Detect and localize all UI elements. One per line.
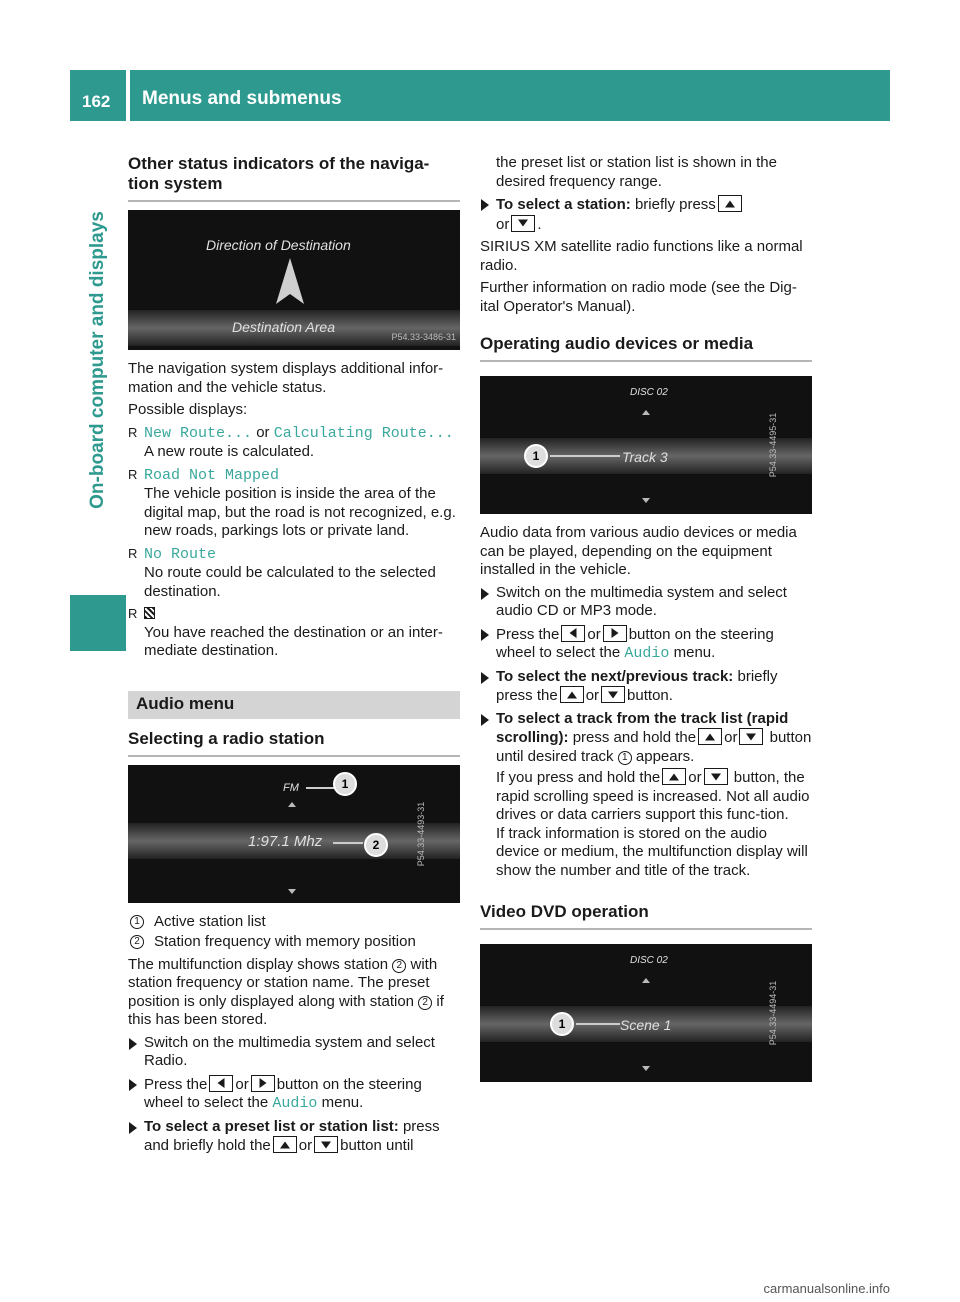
nav-display-line2: Destination Area — [232, 319, 335, 335]
display-item: R New Route... or Calculating Route... A new route is calculated. — [128, 423, 454, 460]
right-column — [480, 154, 812, 1082]
further-info-paragraph: Further information on radio mode (see the Dig-ital Operator's Manual). — [480, 279, 797, 315]
instruction-step: Press the or button on the steering wheel to select the Audio menu. — [128, 1075, 460, 1114]
scroll-down-icon — [288, 889, 296, 894]
disc-label: DISC 02 — [630, 955, 668, 966]
display-item: R No Route No route could be calculated to the selected destination. — [128, 545, 436, 600]
image-code: P54.33-4495-31 — [768, 412, 779, 478]
down-button-icon — [739, 728, 763, 745]
display-item: R You have reached the destination or an inter-mediate destination. — [128, 606, 443, 659]
down-button-icon — [704, 768, 728, 785]
instruction-step: To select the next/previous track: briefly press the or button. — [480, 668, 812, 706]
instruction-step: To select a track from the track list (rapid scrolling): press and hold the or button until desired track 1 appears. If you press and hold the or button, the rapid scrolling speed is increased. Not all audio drives or data carriers support this func-tion. If track information is stored on the audio device or medium, the multifunction display will show the number and title of the track. — [480, 710, 812, 881]
section-heading-audio: Operating audio devices or media — [480, 334, 812, 362]
intro-text: The navigation system displays additional infor-mation and the vehicle status. — [128, 360, 444, 396]
down-button-icon — [511, 215, 535, 232]
destination-flag-icon — [144, 607, 155, 619]
audio-menu-banner: Audio menu — [128, 691, 460, 719]
callout-1: 1 — [333, 772, 357, 796]
instruction-step: Switch on the multimedia system and select audio CD or MP3 mode. — [480, 584, 812, 621]
header-divider — [126, 70, 130, 121]
left-button-icon — [561, 625, 585, 642]
scroll-up-icon — [642, 978, 650, 983]
instruction-step: Press the or button on the steering wheel to select the Audio menu. — [480, 625, 812, 664]
radio-display-image — [128, 765, 460, 903]
scroll-up-icon — [642, 410, 650, 415]
disc-label: DISC 02 — [630, 387, 668, 398]
instruction-step: Switch on the multimedia system and select Radio. — [128, 1034, 460, 1071]
nav-display-image — [128, 210, 460, 350]
continued-text: the preset list or station list is shown in the desired frequency range. — [496, 154, 777, 190]
up-button-icon — [662, 768, 686, 785]
chapter-tab — [70, 125, 126, 595]
section-heading-radio: Selecting a radio station — [128, 729, 460, 757]
up-button-icon — [560, 686, 584, 703]
possible-displays-label: Possible displays: — [128, 401, 248, 418]
image-code: P54.33-3486-31 — [391, 331, 456, 342]
image-code: P54.33-4493-31 — [416, 801, 427, 866]
down-button-icon — [314, 1136, 338, 1153]
audio-paragraph: Audio data from various audio devices or media can be played, depending on the equipment installed in the vehicle. — [480, 524, 797, 578]
sirius-paragraph: SIRIUS XM satellite radio functions like a normal radio. — [480, 238, 803, 274]
legend-item: 2 Station frequency with memory position — [128, 933, 460, 952]
callout-1: 1 — [550, 1012, 574, 1036]
scroll-up-icon — [288, 802, 296, 807]
audio-display-image — [480, 376, 812, 514]
instruction-step: To select a preset list or station list: press and briefly hold the or button until — [128, 1118, 460, 1156]
direction-arrow-icon — [276, 258, 304, 304]
scroll-down-icon — [642, 498, 650, 503]
right-button-icon — [603, 625, 627, 642]
nav-display-line1: Direction of Destination — [206, 237, 351, 253]
section-heading-video: Video DVD operation — [480, 902, 812, 930]
callout-2: 2 — [364, 833, 388, 857]
instruction-step: To select a station: briefly press or . — [480, 195, 812, 234]
up-button-icon — [718, 195, 742, 212]
left-button-icon — [209, 1075, 233, 1092]
callout-1: 1 — [524, 444, 548, 468]
display-item: R Road Not Mapped The vehicle position is inside the area of the digital map, but the road is not recognized, e.g. new roads, parkings lots or private land. — [128, 466, 456, 539]
section-heading-status: Other status indicators of the naviga-tion system — [128, 154, 460, 202]
scroll-down-icon — [642, 1066, 650, 1071]
image-code: P54.33-4494-31 — [768, 980, 779, 1046]
chapter-marker — [70, 595, 126, 651]
up-button-icon — [698, 728, 722, 745]
page-number: 162 — [82, 92, 111, 111]
station-paragraph: The multifunction display shows station 2 with station frequency or station name. The preset position is only displayed along with station 2 if this has been stored. — [128, 955, 444, 1028]
right-button-icon — [251, 1075, 275, 1092]
up-button-icon — [273, 1136, 297, 1153]
radio-frequency-label: 1:97.1 Mhz — [248, 832, 323, 850]
scene-label: Scene 1 — [620, 1017, 672, 1033]
radio-band-label: FM — [283, 781, 299, 794]
chapter-label: On-board computer and displays — [86, 211, 108, 509]
video-display-image — [480, 944, 812, 1082]
page-title: Menus and submenus — [142, 88, 342, 109]
down-button-icon — [601, 686, 625, 703]
legend-item: 1 Active station list — [128, 913, 460, 932]
left-column — [128, 154, 460, 1160]
footer-watermark: carmanualsonline.info — [763, 1280, 890, 1296]
track-label: Track 3 — [622, 449, 668, 465]
